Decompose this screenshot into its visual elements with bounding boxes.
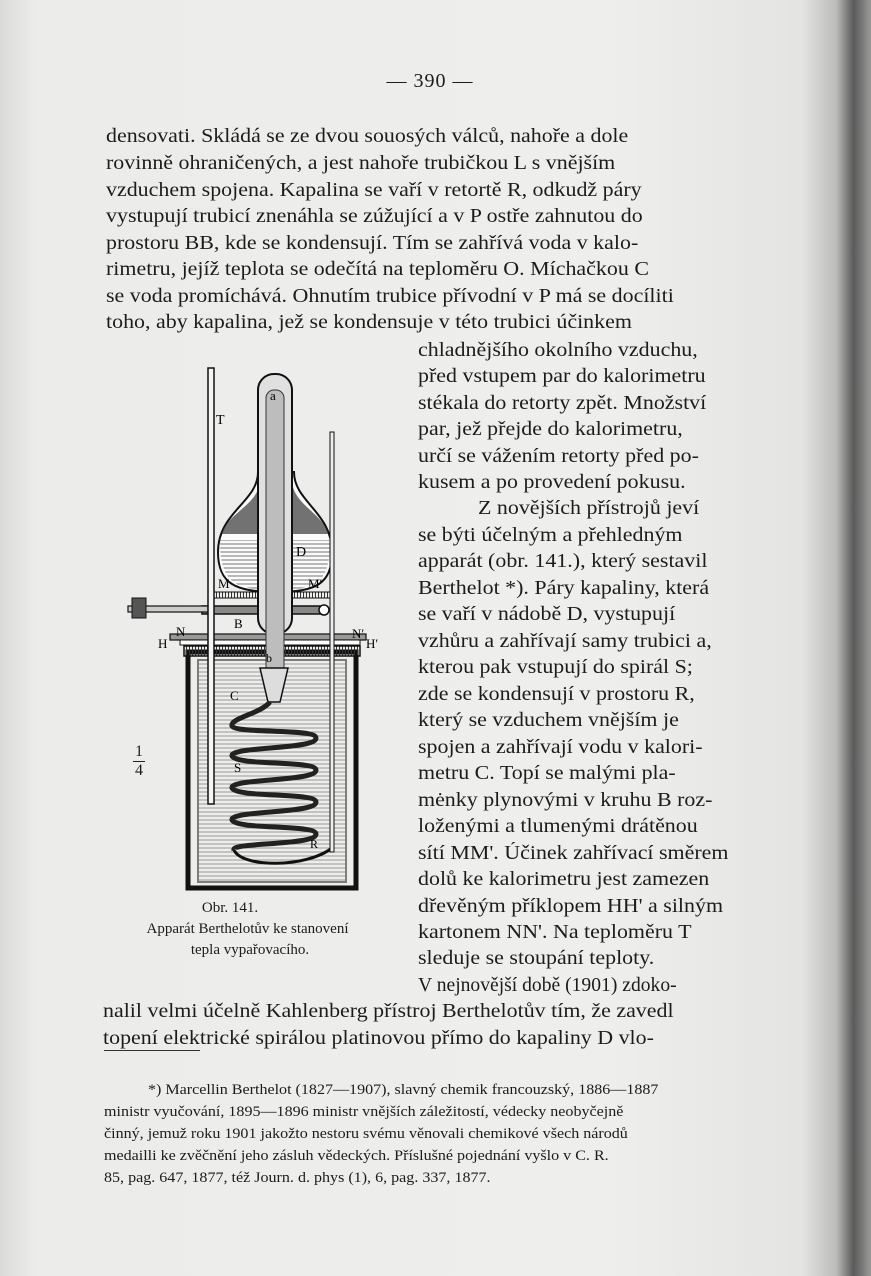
text-line: par, jež přejde do kalorimetru, [418, 419, 683, 440]
text-line: se vaří v nádobě D, vystupují [418, 604, 676, 625]
thermometer-t [208, 368, 214, 804]
label-b-small: b [266, 651, 272, 665]
label-d: D [296, 545, 307, 560]
label-c: C [230, 688, 239, 703]
text-line: rovinně ohraničených, a jest nahoře trubičkou L s vnějším [106, 153, 616, 174]
text-line: sítí MM'. Účinek zahřívací směrem [418, 843, 729, 864]
text-line: spojen a zahřívají vodu v kalori- [418, 737, 703, 758]
text-line: určí se vážením retorty před po- [418, 446, 699, 467]
text-line: kterou pak vstupují do spirál S; [418, 657, 693, 678]
figure-number: Obr. 141. [201, 900, 259, 916]
footnote-line: ministr vyučování, 1895—1896 ministr vnějších záležitostí, védecky neobyčejně [104, 1104, 624, 1120]
label-n-prime: N′ [352, 626, 365, 641]
berthelot-apparatus-figure [110, 362, 400, 902]
text-line: stékala do retorty zpět. Množství [418, 393, 707, 414]
figure-caption-line: tepla vypařovacího. [190, 942, 310, 958]
gas-valve [132, 598, 146, 618]
tube-a-inner [266, 390, 284, 690]
scale-fraction [133, 744, 145, 779]
label-s: S [234, 760, 242, 775]
label-m-prime: M′ [308, 576, 323, 591]
label-h: H [158, 636, 168, 651]
text-line: se býti účelným a přehledným [418, 525, 683, 546]
page-number: — 390 — [386, 70, 474, 92]
footnote-line: činný, jemuž roku 1901 jakožto nestoru svému věnovali chemikové všech národů [104, 1126, 628, 1142]
text-line: metru C. Topí se malými pla- [418, 763, 676, 784]
text-line: mėnky plynovými v kruhu B roz- [418, 790, 713, 811]
text-line: topení elektrické spirálou platinovou přímo do kapaliny D vlo- [103, 1028, 654, 1049]
text-line: dolů ke kalorimetru jest zamezen [418, 869, 710, 890]
label-h-prime: H′ [366, 636, 379, 651]
text-line: se voda promíchává. Ohnutím trubice přívodní v P má se docíliti [106, 286, 674, 307]
footnote-line: *) Marcellin Berthelot (1827—1907), slavný chemik francouzský, 1886—1887 [148, 1082, 659, 1098]
text-line: rimetru, jejíž teplota se odečítá na teploměru O. Míchačkou C [106, 259, 649, 280]
text-line: V nejnovější době (1901) zdoko- [418, 975, 677, 996]
text-line: toho, aby kapalina, jež se kondensuje v této trubici účinkem [106, 312, 632, 333]
label-b: B [234, 616, 243, 631]
text-line: kartonem NN'. Na teploměru T [418, 922, 692, 943]
text-line: sleduje se stoupání teploty. [418, 948, 655, 969]
footnote-line: 85, pag. 647, 1877, též Journ. d. phys (1), 6, pag. 337, 1877. [104, 1170, 491, 1186]
text-line: chladnějšího okolního vzduchu, [418, 340, 698, 361]
text-line: apparát (obr. 141.), který sestavil [418, 551, 708, 572]
label-r: R [310, 837, 319, 851]
text-line: kusem a po provedení pokusu. [418, 472, 686, 493]
text-line: vystupují trubicí znenáhla se zúžující a v P ostře zahnutou do [106, 206, 643, 227]
text-line: Z novějších přístrojů jeví [478, 498, 700, 519]
text-line: vzhůru a zahřívají samy trubici a, [418, 631, 712, 652]
label-a: a [270, 388, 276, 403]
text-line: dřevěným příklopem HH' a silným [418, 896, 724, 917]
stirrer-c [330, 432, 334, 852]
text-line: Berthelot *). Páry kapaliny, která [418, 578, 710, 599]
text-line: nalil velmi účelně Kahlenberg přístroj Berthelotův tím, že zavedl [103, 1001, 674, 1022]
footnote-line: medailli ke zvěčnění jeho zásluh vědeckých. Příslušné pojednání vyšlo v C. R. [104, 1148, 609, 1164]
label-m: M [218, 576, 230, 591]
footnote-rule [104, 1050, 200, 1051]
label-n: N [176, 624, 186, 639]
scale-denominator: 4 [135, 762, 143, 779]
burner-end [319, 605, 329, 615]
text-line: před vstupem par do kalorimetru [418, 366, 706, 387]
figure-caption-line: Apparát Berthelotův ke stanovení [146, 921, 349, 937]
text-line: který se vzduchem vnějším je [418, 710, 679, 731]
label-t: T [216, 413, 225, 428]
scale-numerator: 1 [135, 743, 143, 760]
text-line: zde se kondensují v prostoru R, [418, 684, 695, 705]
text-line: vzduchem spojena. Kapalina se vaří v retortě R, odkudž páry [106, 180, 642, 201]
text-line: loženými a tlumenými drátěnou [418, 816, 698, 837]
text-line: densovati. Skládá se ze dvou souosých válců, nahoře a dole [106, 126, 629, 147]
text-line: prostoru BB, kde se kondensují. Tím se zahřívá voda v kalo- [106, 233, 639, 254]
